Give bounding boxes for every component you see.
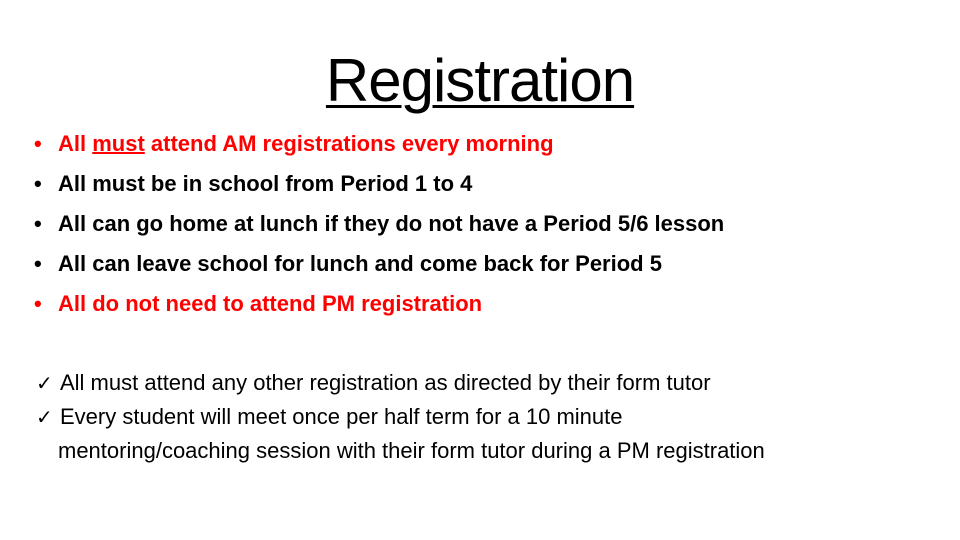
bullet-icon: • bbox=[34, 131, 42, 156]
bullet-icon: • bbox=[34, 291, 42, 316]
check-text: mentoring/coaching session with their form tutor during a PM registration bbox=[58, 438, 765, 463]
slide-title: Registration bbox=[325, 47, 635, 114]
bullet-icon: • bbox=[34, 171, 42, 196]
check-item-continuation bbox=[36, 434, 936, 468]
bullet-text: All do not need to attend PM registration bbox=[58, 291, 483, 316]
bullet-icon: • bbox=[34, 211, 42, 236]
bullet-item bbox=[34, 244, 934, 284]
check-item bbox=[36, 400, 936, 434]
bullet-item bbox=[34, 164, 934, 204]
check-list bbox=[36, 366, 936, 468]
bullet-item bbox=[34, 124, 934, 164]
bullet-list bbox=[34, 124, 934, 324]
check-text: Every student will meet once per half term for a 10 minute bbox=[60, 404, 623, 429]
checkmark-icon: ✓ bbox=[36, 371, 53, 395]
bullet-item bbox=[34, 204, 934, 244]
bullet-item bbox=[34, 284, 934, 324]
check-text: All must attend any other registration as directed by their form tutor bbox=[60, 370, 711, 395]
checkmark-icon: ✓ bbox=[36, 405, 53, 429]
check-item bbox=[36, 366, 936, 400]
bullet-text: All can go home at lunch if they do not have a Period 5/6 lesson bbox=[58, 211, 725, 236]
bullet-icon: • bbox=[34, 251, 42, 276]
bullet-text: All must be in school from Period 1 to 4 bbox=[58, 171, 473, 196]
bullet-text-post: attend AM registrations every morning bbox=[144, 131, 554, 156]
bullet-text: All can leave school for lunch and come back for Period 5 bbox=[58, 251, 662, 276]
bullet-text-emphasis: must bbox=[92, 131, 145, 156]
bullet-text-pre: All bbox=[58, 131, 93, 156]
